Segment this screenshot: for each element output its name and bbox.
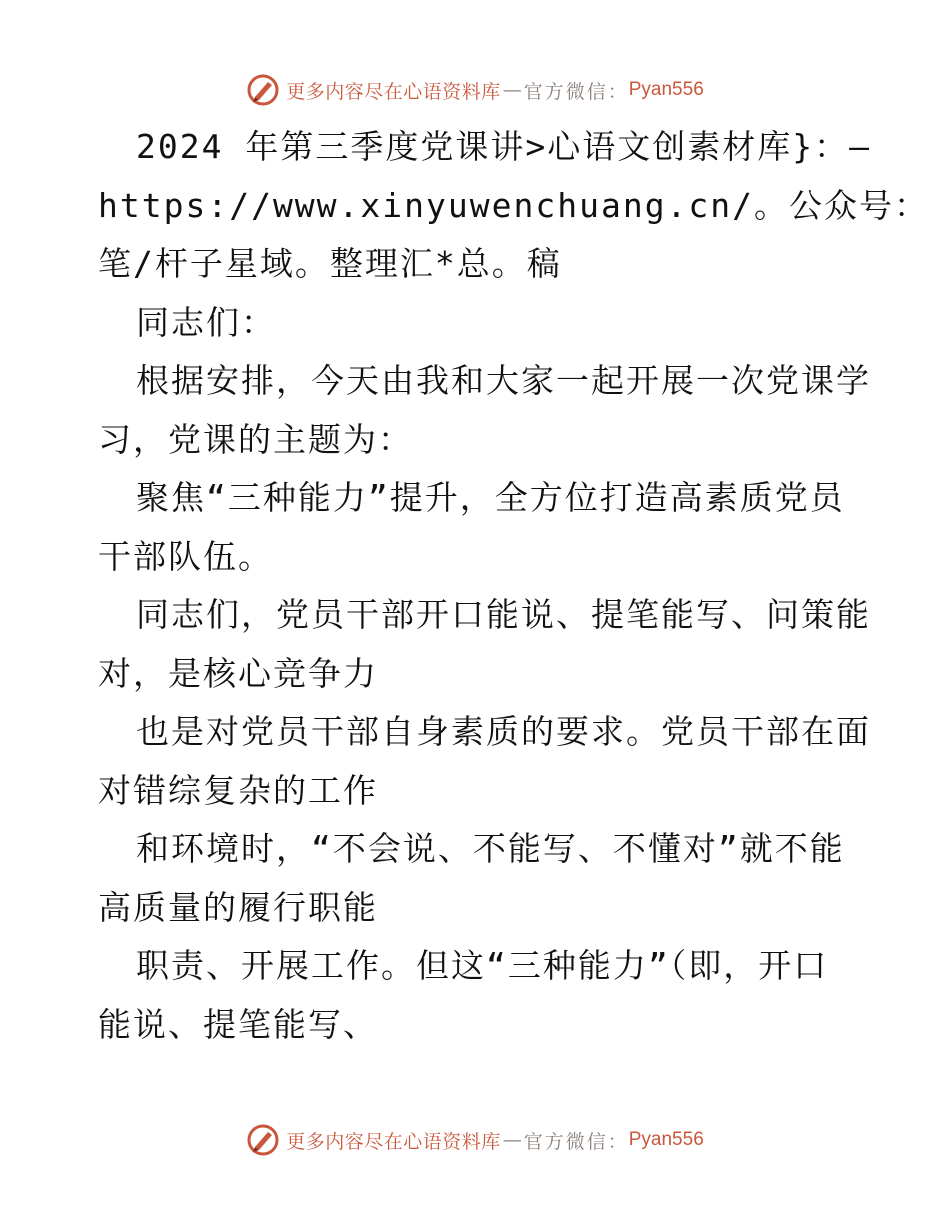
header-watermark [0,70,950,110]
document-body [98,118,930,1054]
text-line: 同志们，党员干部开口能说、提笔能写、问策能 [136,595,871,634]
text-line: 2024 年第三季度党课讲>心语文创素材库}：— [136,127,871,166]
watermark-text: 更多内容尽在心语资料库 [286,80,501,103]
watermark-dash: — [502,79,522,101]
text-line: https://www.xinyuwenchuang.cn/。公众号： [98,185,930,225]
pen-circle-icon [246,1123,280,1157]
text-line: 对，是核心竞争力 [98,653,378,693]
text-line: 同志们： [136,302,276,342]
watermark-text: 更多内容尽在心语资料库 [286,1130,501,1153]
watermark-wechat-id: Pyan556 [628,79,704,100]
text-line: 笔/杆子星域。整理汇*总。稿 [98,244,562,283]
text-line: 高质量的履行职能 [98,887,378,927]
text-line: 职责、开展工作。但这“三种能力”（即，开口 [136,946,829,985]
text-line: 也是对党员干部自身素质的要求。党员干部在面 [136,712,871,751]
text-line: 聚焦“三种能力”提升，全方位打造高素质党员 [136,478,845,517]
pen-circle-icon [246,73,280,107]
watermark-wechat-id: Pyan556 [628,1129,704,1150]
text-line: 习，党课的主题为： [98,419,413,459]
text-line: 干部队伍。 [98,536,273,576]
footer-watermark [0,1120,950,1160]
text-line: 能说、提笔能写、 [98,1004,378,1044]
text-line: 对错综复杂的工作 [98,770,378,810]
text-line: 和环境时，“不会说、不能写、不懂对”就不能 [136,829,845,868]
watermark-wechat-label: 官方微信： [523,80,629,103]
text-line: 根据安排，今天由我和大家一起开展一次党课学 [136,361,871,400]
watermark-wechat-label: 官方微信： [523,1130,629,1153]
watermark-dash: — [502,1129,522,1151]
